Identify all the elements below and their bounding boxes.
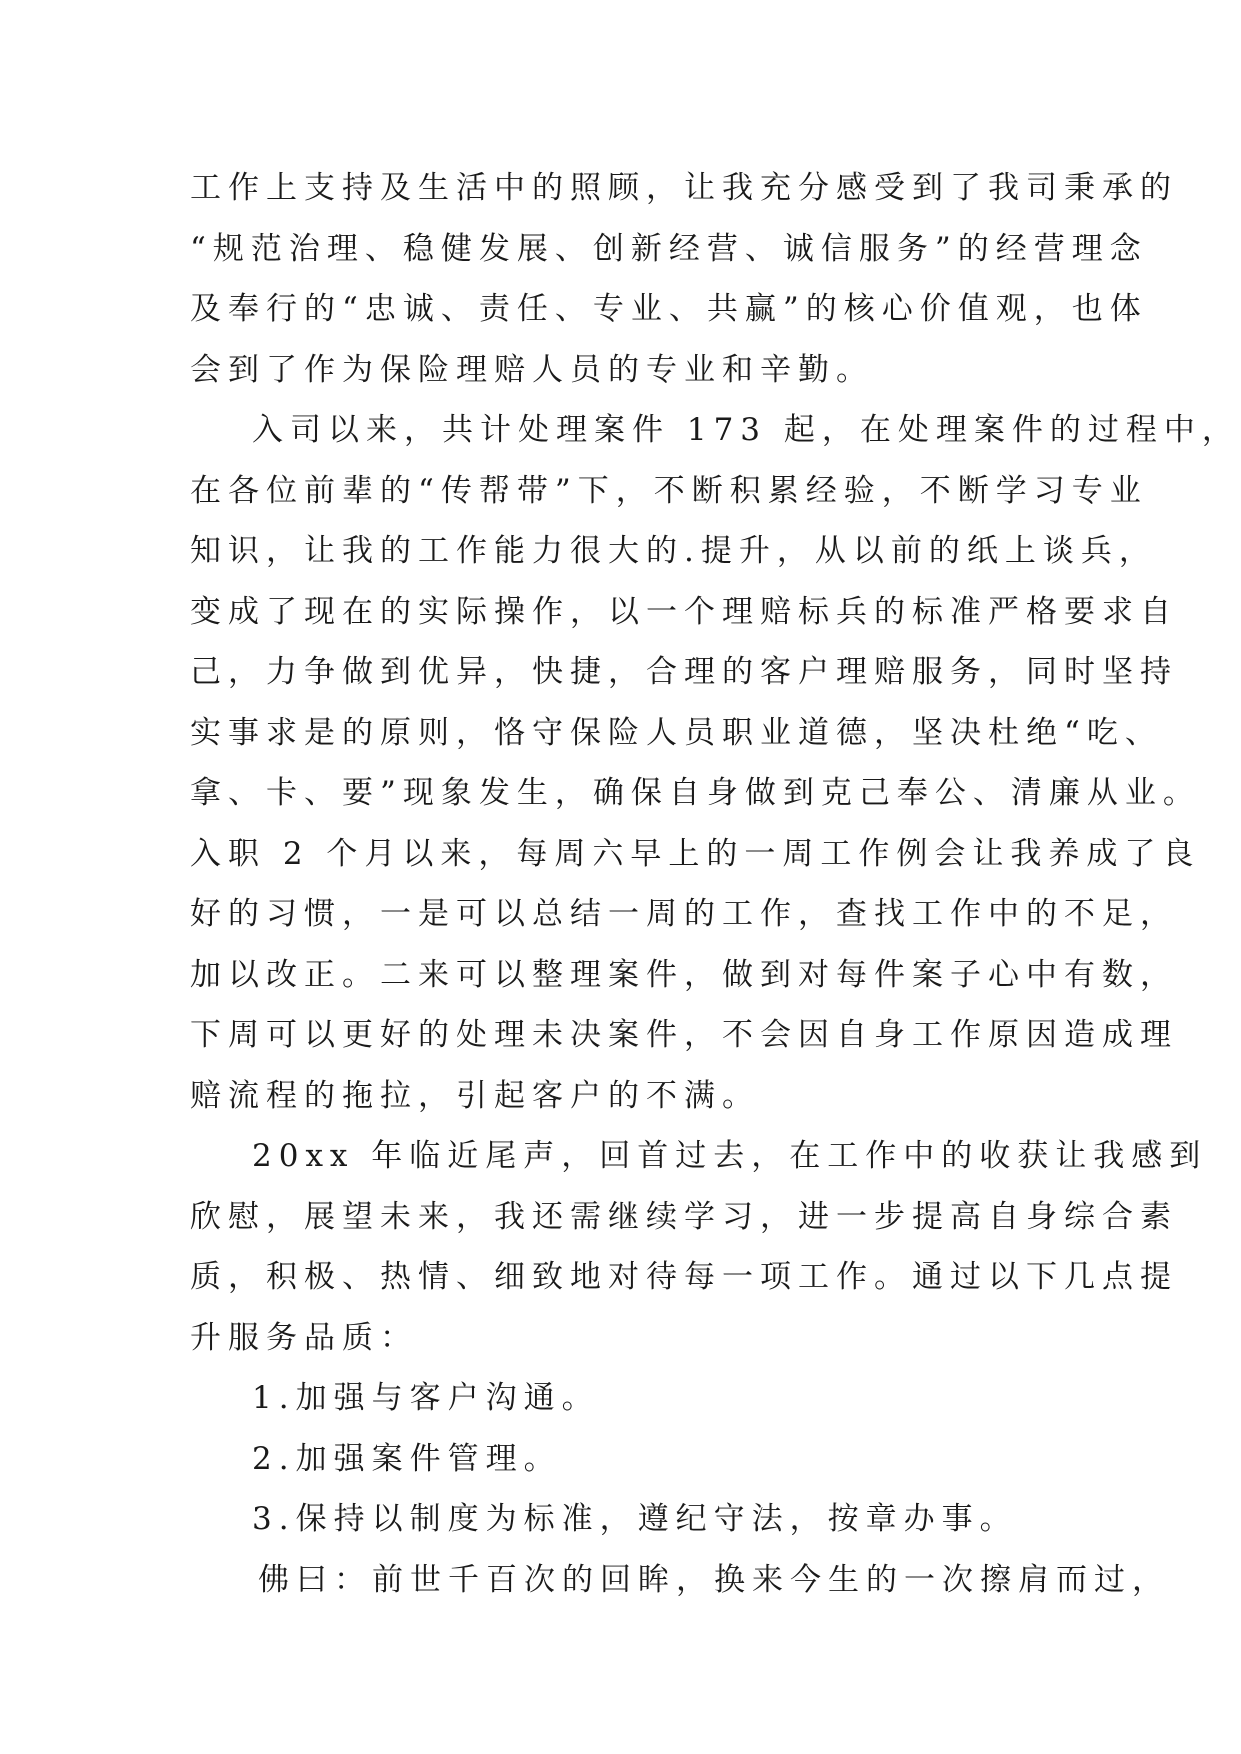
text-line: 拿、卡、要”现象发生，确保自身做到克己奉公、清廉从业。 xyxy=(190,775,1201,811)
text-line: 欣慰，展望未来，我还需继续学习，进一步提高自身综合素 xyxy=(190,1198,1178,1235)
text-line: 下周可以更好的处理未决案件，不会因自身工作原因造成理 xyxy=(190,1017,1178,1053)
text-line: 己，力争做到优异，快捷，合理的客户理赔服务，同时坚持 xyxy=(190,654,1178,690)
paragraph-first-line: 20xx 年临近尾声，回首过去，在工作中的收获让我感到 xyxy=(252,1138,1208,1174)
text-line: 加以改正。二来可以整理案件，做到对每件案子心中有数， xyxy=(190,956,1178,993)
text-line: “规范治理、稳健发展、创新经营、诚信服务”的经营理念 xyxy=(190,230,1148,267)
text-line: 及奉行的“忠诚、责任、专业、共赢”的核心价值观，也体 xyxy=(190,291,1148,327)
text-line: 升服务品质： xyxy=(190,1319,418,1356)
document-body xyxy=(190,158,1240,1610)
text-line: 在各位前辈的“传帮带”下，不断积累经验，不断学习专业 xyxy=(190,472,1148,509)
text-line: 会到了作为保险理赔人员的专业和辛勤。 xyxy=(190,351,874,388)
text-line: 好的习惯，一是可以总结一周的工作，查找工作中的不足， xyxy=(190,896,1178,932)
list-item: 2.加强案件管理。 xyxy=(252,1440,562,1477)
text-line: 入职 2 个月以来，每周六早上的一周工作例会让我养成了良 xyxy=(190,835,1201,872)
text-line: 工作上支持及生活中的照顾，让我充分感受到了我司秉承的 xyxy=(190,170,1178,206)
text-line: 变成了现在的实际操作，以一个理赔标兵的标准严格要求自 xyxy=(190,593,1178,630)
list-item: 1.加强与客户沟通。 xyxy=(252,1380,600,1416)
paragraph-first-line: 佛曰：前世千百次的回眸，换来今生的一次擦肩而过， xyxy=(258,1561,1170,1598)
text-line: 质，积极、热情、细致地对待每一项工作。通过以下几点提 xyxy=(190,1259,1178,1295)
text-line: 知识，让我的工作能力很大的.提升，从以前的纸上谈兵， xyxy=(190,533,1157,569)
paragraph-first-line: 入司以来，共计处理案件 173 起，在处理案件的过程中， xyxy=(252,412,1240,448)
text-line: 赔流程的拖拉，引起客户的不满。 xyxy=(190,1077,760,1114)
list-item: 3.保持以制度为标准，遵纪守法，按章办事。 xyxy=(252,1501,1018,1537)
text-line: 实事求是的原则，恪守保险人员职业道德，坚决杜绝“吃、 xyxy=(190,714,1163,751)
